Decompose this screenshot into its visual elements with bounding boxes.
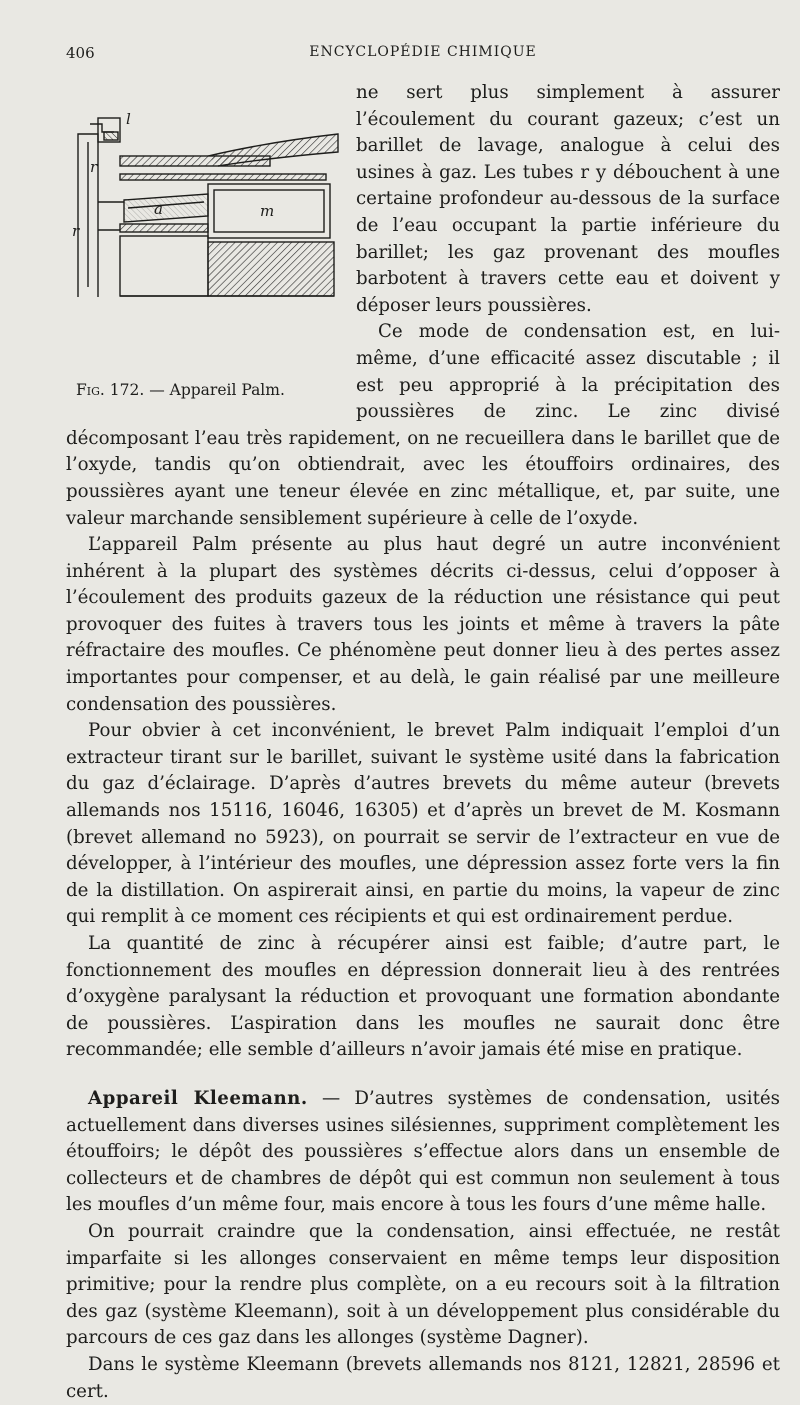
paragraph-5: La quantité de zinc à récupérer ainsi est faible; d’autre part, le fonctionnement des moufles en dépression donnerait lieu à des rentrées d’oxygène paralysant la réduction et provoquant une formation abondante de poussières. L’aspiration dans les moufles ne saurait donc être recommandée; elle semble d’ailleurs n’avoir jamais été mise en pratique. <box>66 933 780 1061</box>
paragraph-4: Pour obvier à cet inconvénient, le brevet Palm indiquait l’emploi d’un extracteur tirant sur le barillet, suivant le système usité dans la fabrication du gaz d’éclairage. D’après d’autres brevets du même auteur (brevets allemands nos 15116, 16046, 16305) et d’après un brevet de M. Kosmann (brevet allemand no 5923), on pourrait se servir de l’extracteur en vue de développer, à l’intérieur des moufles, une dépression assez forte vers la fin de la distillation. On aspirerait ainsi, en partie du moins, la vapeur de zinc qui remplit à ce moment ces récipients et qui est ordinairement perdue. <box>66 720 780 928</box>
section-spacer <box>66 1064 780 1086</box>
figure-title: — Appareil Palm. <box>149 381 285 399</box>
figure-caption <box>76 377 285 404</box>
paragraph-3: L’appareil Palm présente au plus haut degré un autre inconvénient inhérent à la plupart des systèmes décrits ci-dessus, celui d’opposer à l’écoulement des produits gazeux de la réduction une résistance qui peut provoquer des fuites à travers tous les joints et même à travers la pâte réfractaire des moufles. Ce phénomène peut donner lieu à des pertes assez importantes pour compenser, et au delà, le gain réalisé par une meilleure condensation des poussières. <box>66 534 780 715</box>
section-paragraph-3: Dans le système Kleemann (brevets allemands nos 8121, 12821, 28596 et cert. <box>66 1353 780 1402</box>
page-header <box>66 44 780 68</box>
section-paragraph-1: — D’autres systèmes de condensation, usités actuellement dans diverses usines silésiennes, suppriment complètement les étouffoirs; le dépôt des poussières s’effectue alors dans un ensemble de collecteurs et de chambres de dépôt qui est commun non seulement à tous les moufles d’un même four, mais encore à tous les fours d’une même halle. <box>66 1087 780 1216</box>
label-m: m <box>260 202 275 220</box>
section-first-paragraph <box>66 1086 780 1219</box>
label-l: l <box>126 112 131 128</box>
paragraph-2: Ce mode de condensation est, en lui-même, d’une efficacité assez discutable ; il est peu approprié à la précipitation des poussières de zinc. Le zinc divisé décomposant l’eau très rapidement, on ne recueillera dans le barillet que de l’oxyde, tandis qu’on obtiendrait, avec les étouffoirs ordinaires, des poussières ayant une teneur élevée en zinc métallique, et, par suite, une valeur marchande sensiblement supérieure à celle de l’oxyde. <box>66 321 780 529</box>
label-r-upper: r <box>90 158 98 176</box>
section-heading: Appareil Kleemann. <box>88 1087 308 1109</box>
appareil-palm-diagram <box>68 112 344 298</box>
paragraph-1: ne sert plus simplement à assurer l’écoulement du courant gazeux; c’est un barillet de lavage, analogue à celui des usines à gaz. Les tubes r y débouchent à une certaine profondeur au-dessous de la surface de l’eau occupant la partie inférieure du barillet; les gaz provenant des moufles barbotent à travers cette eau et doivent y déposer leurs poussières. <box>356 82 780 316</box>
figure-label: Fig. 172. <box>76 381 145 399</box>
label-a: a <box>154 200 163 218</box>
page-number: 406 <box>66 44 95 62</box>
running-title: ENCYCLOPÉDIE CHIMIQUE <box>309 44 537 60</box>
figure-172 <box>66 80 356 421</box>
body-text <box>66 80 780 1405</box>
label-r-lower: r <box>72 222 80 240</box>
section-paragraph-2: On pourrait craindre que la condensation, ainsi effectuée, ne restât imparfaite si les allonges conservaient en même temps leur disposition primitive; pour la rendre plus complète, on a eu recours soit à la filtration des gaz (système Kleemann), soit à un développement plus considérable du parcours de ces gaz dans les allonges (système Dagner). <box>66 1220 780 1349</box>
